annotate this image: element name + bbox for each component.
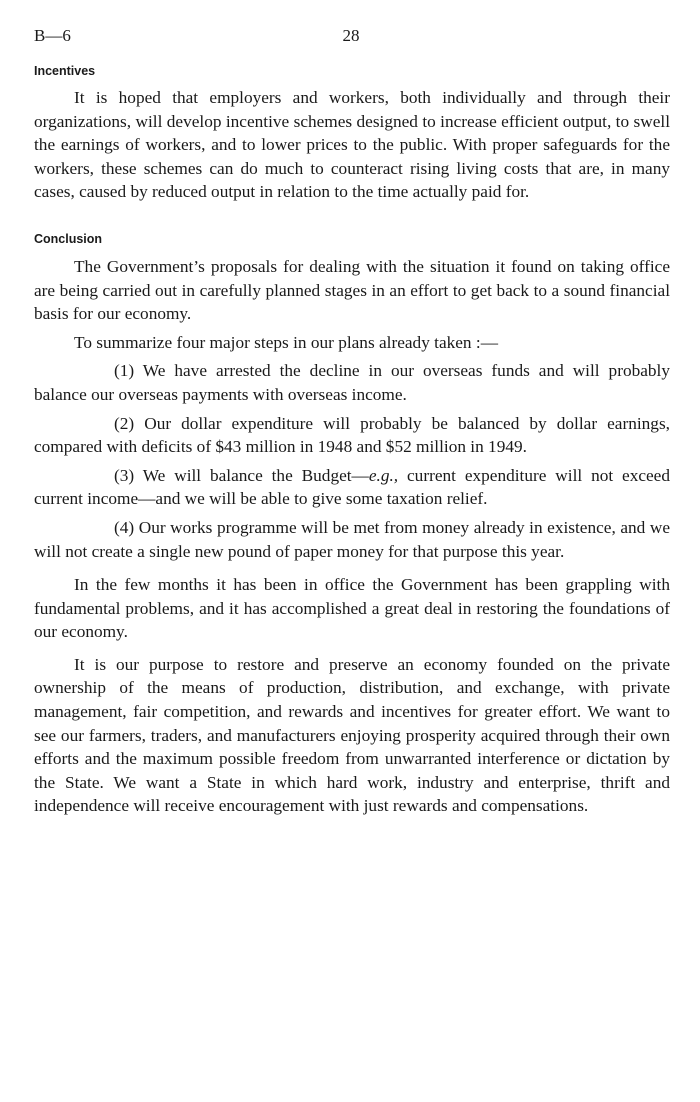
conclusion-intro-paragraph: The Government’s proposals for dealing with the situation it found on taking office are being carried out in carefully planned stages in an effort to get back to a sound financial basis for our economy. — [34, 256, 670, 324]
step-3-eg-abbreviation: e.g., — [368, 465, 399, 485]
step-3-text-end: current expenditure will not exceed current income—and we will be able to give some taxation relief. — [34, 465, 670, 509]
section-heading-incentives: Incentives — [34, 64, 96, 78]
step-3-text-start: (3) We will balance the Budget— — [114, 465, 369, 485]
incentives-paragraph: It is hoped that employers and workers, both individually and through their organizations, will develop incentive schemes designed to increase efficient output, to swell the earnings of workers, and to lower prices to the public. With proper safeguards for the workers, these schemes can do much to counteract rising living costs that are, in many cases, caused by reduced output in relation to the time actually paid for. — [34, 88, 670, 202]
step-3-paragraph — [34, 464, 670, 511]
step-2-paragraph: (2) Our dollar expenditure will probably be balanced by dollar earnings, compared with deficits of $43 million in 1948 and $52 million in 1949. — [34, 413, 670, 457]
document-reference: B—6 — [34, 26, 71, 45]
closing-paragraph-2: It is our purpose to restore and preserve an economy founded on the private ownership of the means of production, distribution, and exchange, with private management, fair competition, and rewards and incentives for greater effort. We want to see our farmers, traders, and manufacturers enjoying prosperity acquired through their own efforts and the maximum possible freedom from unwarranted interference or dictation by the State. We want a State in which hard work, industry and enterprise, thrift and independence will receive encouragement with just rewards and compensations. — [34, 654, 670, 816]
page-number: 28 — [342, 26, 360, 45]
summary-lead-paragraph: To summarize four major steps in our plans already taken :— — [74, 332, 498, 352]
section-heading-conclusion: Conclusion — [34, 231, 103, 246]
page-header — [34, 26, 668, 50]
closing-paragraph-1: In the few months it has been in office the Government has been grappling with fundamental problems, and it has accomplished a great deal in restoring the foundations of our economy. — [34, 575, 670, 642]
page-body — [34, 62, 670, 818]
step-1-paragraph: (1) We have arrested the decline in our overseas funds and will probably balance our overseas payments with overseas income. — [34, 361, 670, 404]
step-4-paragraph: (4) Our works programme will be met from money already in existence, and we will not create a single new pound of paper money for that purpose this year. — [34, 517, 670, 561]
